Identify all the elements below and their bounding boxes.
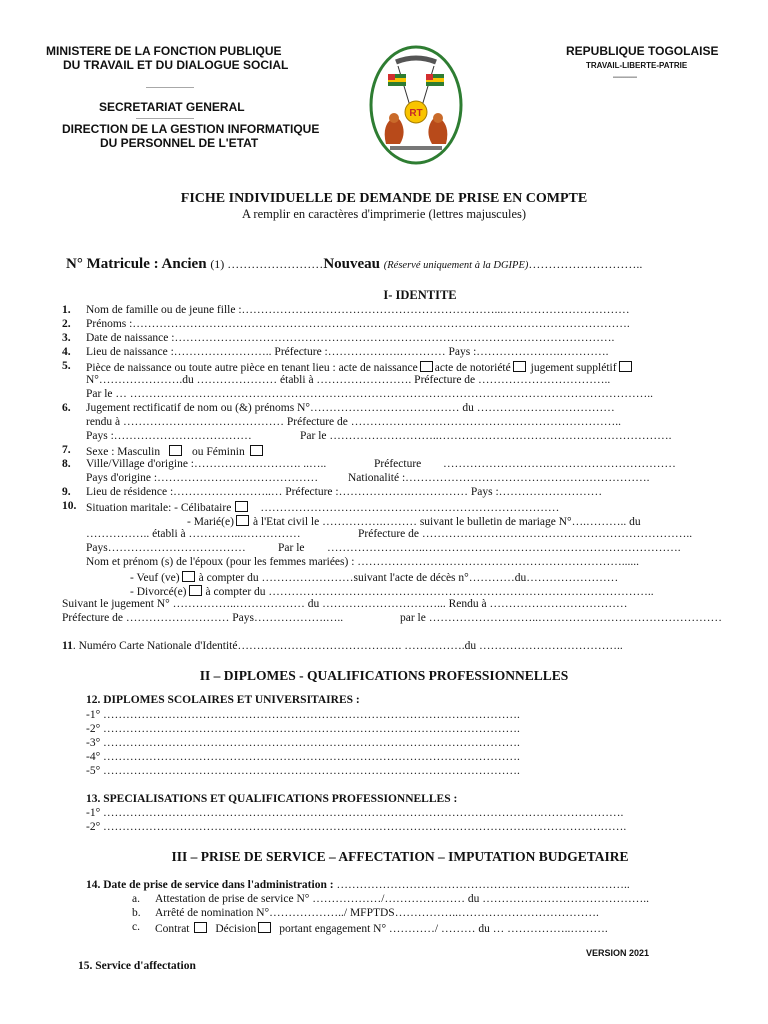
field-mariage-etabli[interactable]: …………….. établi à …………...…………… bbox=[86, 528, 301, 540]
coat-of-arms-emblem bbox=[368, 44, 464, 166]
separator: ----------------------------- bbox=[136, 116, 194, 122]
field-arrete-nomination[interactable]: Arrêté de nomination N°………………../ MFPTDS……………..………………………………. bbox=[155, 907, 599, 919]
acte-naissance-checkbox[interactable] bbox=[420, 361, 433, 372]
matricule-note: (1) …………………… bbox=[210, 257, 324, 271]
field-jugement-rectificatif[interactable]: Jugement rectificatif de nom ou (&) prénoms N°………………………………… du ……………………………… bbox=[86, 402, 615, 414]
field-number: 2. bbox=[62, 318, 71, 330]
field-marie bbox=[187, 515, 641, 529]
piece-naissance-label: Pièce de naissance ou toute autre pièce en tenant lieu : acte de naissance bbox=[86, 362, 418, 374]
field-date-naissance[interactable]: Date de naissance :……………………………………………………………………………………………………. bbox=[86, 332, 615, 344]
field-lieu-naissance[interactable]: Lieu de naissance :…………………….. Préfecture :……………….………… Pays :………………….…………. bbox=[86, 346, 609, 358]
divorce-label: - Divorcé(e) bbox=[130, 586, 187, 598]
field-rendu-a[interactable]: rendu à …………………………………… Préfecture de …………………………………………………………….. bbox=[86, 416, 622, 428]
field-prenoms[interactable]: Prénoms :…………………………………………………………………………………………………………………. bbox=[86, 318, 630, 330]
country-name: REPUBLIQUE TOGOLAISE bbox=[566, 44, 719, 58]
field-nationalite[interactable]: Nationalité :………………………………………………………. bbox=[348, 472, 650, 484]
section-diplomes-title: II – DIPLOMES - QUALIFICATIONS PROFESSIONNELLES bbox=[199, 668, 569, 683]
matricule-line bbox=[66, 257, 642, 272]
field-ville-prefecture[interactable]: ……………………….…………………………… bbox=[443, 458, 676, 470]
field-number: 7. bbox=[62, 444, 71, 456]
field-divorce-prefecture[interactable]: Préfecture de ……………………… Pays……………….….. bbox=[62, 612, 344, 624]
field-piece-naissance bbox=[86, 361, 634, 375]
diplome-line[interactable]: -1° ………………………………………………………………………………………………. bbox=[86, 709, 520, 721]
field-lieu-residence[interactable]: Lieu de résidence :……………………..… Préfecture :……………….…………… Pays :……………………… bbox=[86, 486, 603, 498]
field-suivant-jugement[interactable]: Suivant le jugement N° ……………..……………… du …………………………... Rendu à ……………………………… bbox=[62, 598, 628, 610]
field-cni[interactable] bbox=[62, 641, 623, 653]
jugement-suppletif-label: jugement supplétif bbox=[530, 362, 617, 374]
diplomes-heading: 12. DIPLOMES SCOLAIRES ET UNIVERSITAIRES : bbox=[86, 694, 360, 706]
field-number: 8. bbox=[62, 458, 71, 470]
diplome-line[interactable]: -3° ………………………………………………………………………………………………. bbox=[86, 737, 520, 749]
field-situation-maritale bbox=[86, 501, 559, 515]
direction-line2: DU PERSONNEL DE L'ETAT bbox=[100, 136, 259, 150]
ministry-line2: DU TRAVAIL ET DU DIALOGUE SOCIAL bbox=[63, 58, 289, 72]
divorce-checkbox[interactable] bbox=[189, 585, 202, 596]
sexe-feminin-label: ou Féminin bbox=[191, 446, 245, 458]
version-label: VERSION 2021 bbox=[586, 948, 650, 958]
diplome-line[interactable]: -2° ………………………………………………………………………………………………. bbox=[86, 723, 520, 735]
field-ville-prefecture-label: Préfecture bbox=[374, 458, 422, 470]
veuf-line[interactable]: à compter du ……………………suivant l'acte de décès n°…………du…………………… bbox=[198, 572, 619, 584]
emblem-badge-text: RT bbox=[409, 108, 423, 119]
item-letter: c. bbox=[132, 921, 140, 933]
engagement-line[interactable]: portant engagement N° …………/ ……… du … ……………..………. bbox=[279, 923, 608, 935]
ministry-line1: MINISTERE DE LA FONCTION PUBLIQUE bbox=[46, 44, 282, 58]
matricule-tail: ……………………….. bbox=[528, 257, 643, 271]
field-contrat-decision bbox=[155, 922, 608, 936]
acte-notoriete-label: acte de notoriété bbox=[434, 362, 511, 374]
field-mariage-pays[interactable]: Pays……………………………… bbox=[86, 542, 246, 554]
separator: ------------ bbox=[613, 75, 637, 81]
form-subtitle: A remplir en caractères d'imprimerie (lettres majuscules) bbox=[241, 207, 527, 221]
celibataire-line[interactable]: …………………………………………………………………… bbox=[260, 502, 560, 514]
marie-checkbox[interactable] bbox=[236, 515, 249, 526]
section-identite-title: I- IDENTITE bbox=[383, 288, 457, 302]
field-number: 1. bbox=[62, 304, 71, 316]
matricule-nouveau: Nouveau bbox=[323, 256, 380, 272]
celibataire-label: Situation maritale: - Célibataire bbox=[86, 502, 232, 514]
diplome-line[interactable]: -5° ………………………………………………………………………………………………. bbox=[86, 765, 520, 777]
field-mariage-prefecture[interactable]: Préfecture de …………………………………………………………….. bbox=[358, 528, 693, 540]
specialisation-line[interactable]: -2° ………………………………………………………………………………………………….……………………. bbox=[86, 821, 627, 833]
acte-notoriete-checkbox[interactable] bbox=[513, 361, 526, 372]
national-motto: TRAVAIL-LIBERTE-PATRIE bbox=[586, 61, 688, 70]
decision-checkbox[interactable] bbox=[258, 922, 271, 933]
decision-label: Décision bbox=[215, 923, 257, 935]
field-piece-numero[interactable]: N°………………….du ………………… établi à ……………………. Préfecture de …………………………….. bbox=[86, 374, 611, 386]
field-sexe bbox=[86, 445, 265, 459]
secretariat-general: SECRETARIAT GENERAL bbox=[99, 100, 245, 114]
section-prise-service-title: III – PRISE DE SERVICE – AFFECTATION – IMPUTATION BUDGETAIRE bbox=[171, 849, 629, 864]
item-letter: b. bbox=[132, 907, 141, 919]
field-number: 6. bbox=[62, 402, 71, 414]
specialisations-heading: 13. SPECIALISATIONS ET QUALIFICATIONS PROFESSIONNELLES : bbox=[86, 793, 458, 805]
diplome-line[interactable]: -4° ………………………………………………………………………………………………. bbox=[86, 751, 520, 763]
sexe-feminin-checkbox[interactable] bbox=[250, 445, 263, 456]
jugement-suppletif-checkbox[interactable] bbox=[619, 361, 632, 372]
field-number: 4. bbox=[62, 346, 71, 358]
field-pays-origine[interactable]: Pays d'origine :…………………………………… bbox=[86, 472, 319, 484]
celibataire-checkbox[interactable] bbox=[235, 501, 248, 512]
contrat-checkbox[interactable] bbox=[194, 922, 207, 933]
field-divorce bbox=[130, 585, 654, 599]
field-nom[interactable]: Nom de famille ou de jeune fille :…………………………………………………………...…………………………… bbox=[86, 304, 630, 316]
direction-line1: DIRECTION DE LA GESTION INFORMATIQUE bbox=[62, 122, 320, 136]
field-ville-origine[interactable]: Ville/Village d'origine :………………………. ..….. bbox=[86, 458, 327, 470]
field-date-prise-service bbox=[86, 880, 630, 892]
field-jugement-pays[interactable]: Pays :……………………………… bbox=[86, 430, 252, 442]
marie-line[interactable]: à l'Etat civil le …………….……… suivant le bulletin de mariage N°….……….. du bbox=[252, 516, 641, 528]
contrat-label: Contrat bbox=[155, 923, 190, 935]
field-divorce-par-le[interactable]: par le ………………………..………………………………………… bbox=[400, 612, 722, 624]
field-number: 5. bbox=[62, 360, 71, 372]
field-mariage-par-le[interactable]: ……………………..…………………………………………………………. bbox=[327, 542, 681, 554]
field-number: 11 bbox=[62, 640, 73, 652]
cni-line[interactable]: . Numéro Carte Nationale d'Identité……………………………………. …………….du ……………………………….. bbox=[72, 640, 623, 652]
field-number: 9. bbox=[62, 486, 71, 498]
sexe-masculin-label: Sexe : Masculin bbox=[86, 446, 161, 458]
marie-label: - Marié(e) bbox=[187, 516, 234, 528]
field-piece-par-le[interactable]: Par le … ……………………………………………………………………………………………………………………….. bbox=[86, 388, 654, 400]
item-letter: a. bbox=[132, 893, 140, 905]
veuf-checkbox[interactable] bbox=[182, 571, 195, 582]
field-number: 3. bbox=[62, 332, 71, 344]
field-jugement-par-le[interactable]: Par le ………………………..……………………………………………………. bbox=[300, 430, 672, 442]
date-prise-service-label: 14. Date de prise de service dans l'administration : bbox=[86, 879, 334, 891]
specialisation-line[interactable]: -1° ………………………………………………………………………………………………………………………. bbox=[86, 807, 624, 819]
sexe-masculin-checkbox[interactable] bbox=[169, 445, 182, 456]
field-mariage-par-le-label: Par le bbox=[278, 542, 305, 554]
separator: ------------------------ bbox=[146, 85, 194, 91]
date-prise-service-line[interactable]: ………………………………………………………………….. bbox=[336, 879, 630, 891]
veuf-label: - Veuf (ve) bbox=[130, 572, 180, 584]
field-veuf bbox=[130, 571, 618, 585]
field-number: 10. bbox=[62, 500, 77, 512]
matricule-reserved: (Réservé uniquement à la DGIPE) bbox=[383, 260, 529, 271]
divorce-line[interactable]: à compter du ……………………………………………………………………………………….. bbox=[205, 586, 654, 598]
field-nom-epoux[interactable]: Nom et prénom (s) de l'époux (pour les femmes mariées) : ……………………………………………………………...... bbox=[86, 556, 640, 568]
service-affectation-heading: 15. Service d'affectation bbox=[78, 960, 196, 972]
matricule-label: N° Matricule : Ancien bbox=[66, 256, 207, 272]
form-title: FICHE INDIVIDUELLE DE DEMANDE DE PRISE EN COMPTE bbox=[180, 191, 588, 206]
field-attestation[interactable]: Attestation de prise de service N° ………………/………………… du …………………………………….. bbox=[155, 893, 649, 905]
